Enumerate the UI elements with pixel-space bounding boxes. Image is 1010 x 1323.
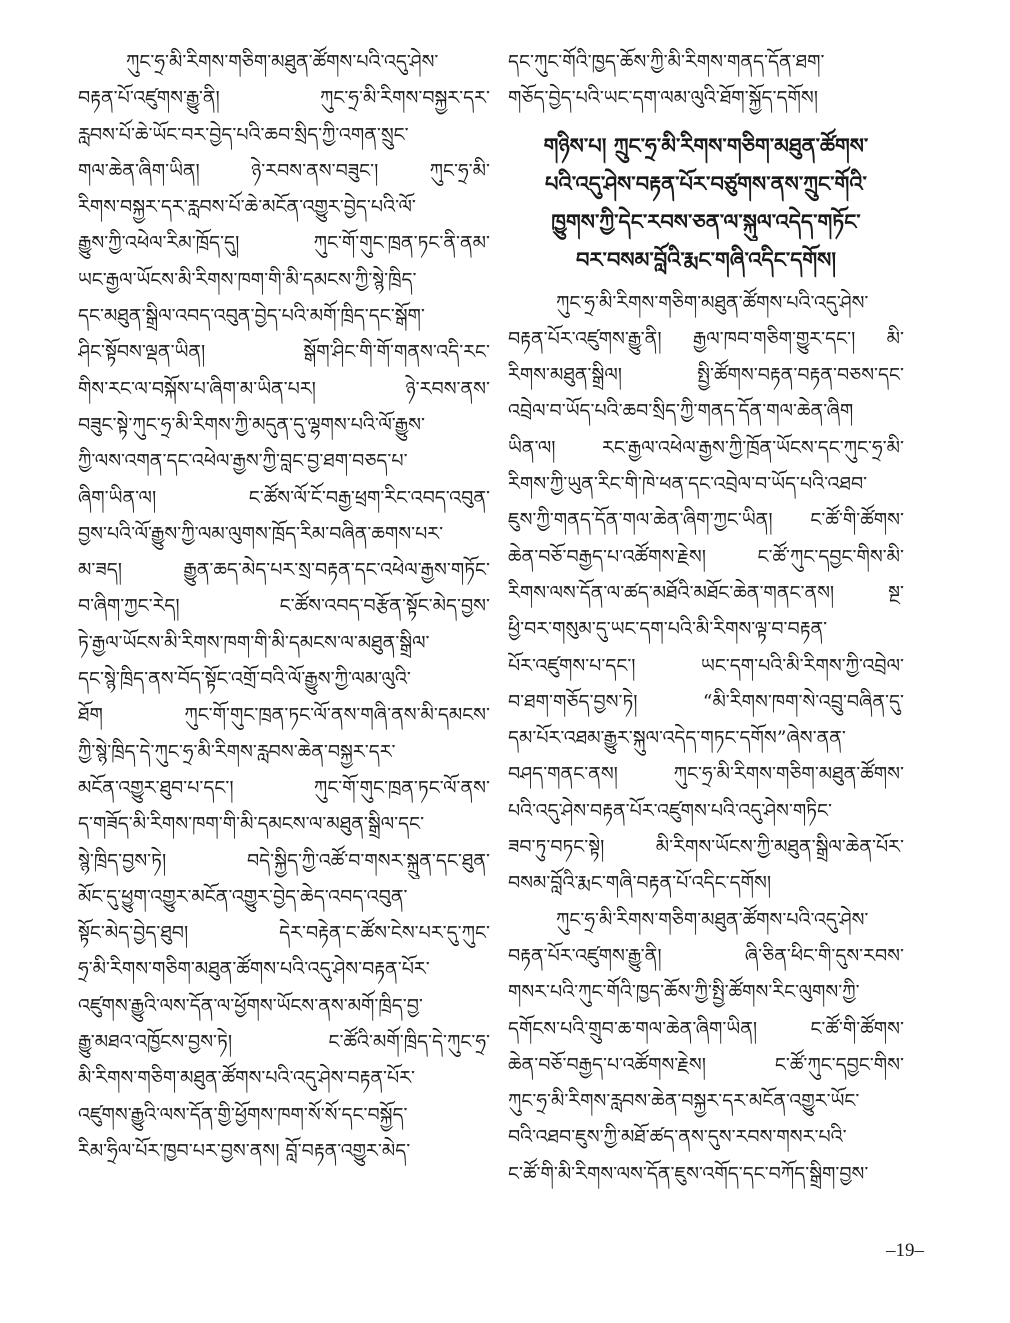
- text-line: ཀྱི་ལས་འགན་དང་འཕེལ་རྒྱས་ཀྱི་བླང་བྱ་ཐག་བཅད་པ་: [78, 450, 408, 473]
- text-line: གིས་རང་ལ་བསྐོས་པ་ཞིག་མ་ཡིན་པར། ཉེ་རབས་ནས་: [78, 377, 490, 400]
- text-line: བཟུང་སྟེ་ཀུང་ཧྲ་མི་རིགས་ཀྱི་མདུན་དུ་ལྷགས་པའི་ལོ་རྒྱུས་: [78, 413, 425, 436]
- text-line: མ་ཟད། རྒྱུན་ཆད་མེད་པར་སྲ་བརྟན་དང་འཕེལ་རྒྱས་གཏོང་: [78, 559, 490, 582]
- text-line: པའི་འདུ་ཤེས་བརྟན་པོར་བཙུགས་ནས་ཀྲུང་གོའི་: [545, 170, 867, 196]
- text-line: ད་གཟོད་མི་རིགས་ཁག་གི་མི་དམངས་ལ་མཐུན་སྒྲིལ་དང་: [78, 813, 425, 836]
- text-line: ཟབ་ཏུ་བཏང་སྟེ། མི་རིགས་ཡོངས་ཀྱི་མཐུན་སྒྲིལ་ཆེན་པོར་: [508, 836, 904, 859]
- text-line: པོར་འཛུགས་པ་དང་། ཡང་དག་པའི་མི་རིགས་ཀྱི་འབྲེལ་: [508, 654, 904, 677]
- text-line: ཞིག་ཡིན་ལ། ང་ཚོས་ལོ་ངོ་བརྒྱ་ཕྲག་རིང་འབད་འབུན་: [78, 486, 490, 509]
- left-column: [78, 44, 490, 1169]
- text-line: དམ་པོར་འཐམ་རྒྱུར་སྐུལ་འདེད་གཏང་དགོས”ཞེས་ནན་: [508, 727, 846, 750]
- text-line: ཤིང་སྟོབས་ལྡན་ཡིན། སྒོག་ཤིང་གི་གོ་གནས་འདི་རང་: [78, 341, 490, 364]
- text-line: བརྟན་པོར་འཛུགས་རྒྱུ་ནི། རྒྱལ་ཁབ་གཅིག་གྱུར་དང་། མི་: [508, 327, 904, 350]
- text-line: མོང་དུ་ཕྱུག་འགྱུར་མངོན་འགྱུར་བྱེད་ཆེད་འབད་འབུན་: [78, 885, 408, 908]
- text-line: ཀུང་ཧྲ་མི་རིགས་གཅིག་མཐུན་ཚོགས་པའི་འདུ་ཤེས་: [126, 51, 439, 73]
- text-line: བཤད་གནང་ནས། ཀུང་ཧྲ་མི་རིགས་གཅིག་མཐུན་ཚོགས་: [508, 763, 904, 786]
- text-line: བརྟན་པོ་འཛུགས་རྒྱུ་ནི། ཀུང་ཧྲ་མི་རིགས་བསྐྱར་དར་: [78, 87, 490, 110]
- text-line: བརྟན་པོར་འཛུགས་རྒྱུ་ནི། ཞི་ཅིན་ཕིང་གི་དུས་རབས་: [508, 944, 904, 967]
- text-line: བ་ཐག་གཅོད་བྱས་ཏེ། “མི་རིགས་ཁག་སེ་འབྲུ་བཞིན་དུ་: [508, 690, 904, 713]
- text-line: རིགས་ཀྱི་ཡུན་རིང་གི་ཁེ་ཕན་དང་འབྲེལ་བ་ཡོད་པའི་འཐབ་: [508, 473, 868, 496]
- text-line: ཏེ་རྒྱལ་ཡོངས་མི་རིགས་ཁག་གི་མི་དམངས་ལ་མཐུན་སྒྲིལ་: [78, 631, 430, 654]
- text-line: ང་ཚོ་གི་མི་རིགས་ལས་དོན་ཇུས་འགོད་དང་བཀོད་སྒྲིག་བྱས་: [508, 1162, 869, 1185]
- text-line: སྙེ་ཁྲིད་བྱས་ཏེ། བདེ་སྐྱིད་ཀྱི་འཚོ་བ་གསར་སྐྲུན་དང་ཐུན་: [78, 849, 490, 872]
- text-line: ཐོག ཀུང་གོ་གུང་ཁྲན་ཏང་ལོ་ནས་གཞི་ནས་མི་དམངས་: [78, 704, 490, 727]
- paragraph: [78, 44, 490, 1169]
- text-line: མངོན་འགྱུར་ཐུབ་པ་དང་། ཀུང་གོ་གུང་ཁྲན་ཏང་ལོ་ནས་: [78, 776, 490, 799]
- text-line: བར་བསམ་བློའི་རྨང་གཞི་འདིང་དགོས།: [575, 246, 837, 272]
- text-line: ཡིན་ལ། རང་རྒྱལ་འཕེལ་རྒྱས་ཀྱི་ཁྲོན་ཡོངས་དང་ཀུང་ཧྲ་མི་: [508, 436, 904, 459]
- text-line: ཀུང་ཧྲ་མི་རིགས་གཅིག་མཐུན་ཚོགས་པའི་འདུ་ཤེས་: [556, 291, 869, 314]
- text-line: བའི་འཐབ་ཇུས་ཀྱི་མཐོ་ཚད་ནས་དུས་རབས་གསར་པའི་: [508, 1126, 847, 1149]
- paragraph: [508, 285, 904, 902]
- text-line: གཉིས་པ། ཀྲུང་ཧྲ་མི་རིགས་གཅིག་མཐུན་ཚོགས་: [543, 132, 869, 158]
- text-line: བྱས་པའི་ལོ་རྒྱུས་ཀྱི་ལམ་ལུགས་ཁྲོད་རིམ་བཞིན་ཆགས་པར་: [78, 522, 444, 545]
- text-line: དགོངས་པའི་གྲུབ་ཆ་གལ་ཆེན་ཞིག་ཡིན། ང་ཚོ་གི་ཚོགས་: [508, 1017, 904, 1040]
- text-line: གཅོད་བྱེད་པའི་ཡང་དག་ལམ་ལུའི་ཐོག་སྐྱོད་དགོས།: [508, 87, 818, 110]
- text-line: འབྲེལ་བ་ཡོད་པའི་ཆབ་སྲིད་ཀྱི་གནད་དོན་གལ་ཆེན་ཞིག: [508, 400, 854, 423]
- section-heading: [508, 127, 904, 279]
- text-line: ཀུང་ཧྲ་མི་རིགས་གཅིག་མཐུན་ཚོགས་པའི་འདུ་ཤེས་: [556, 908, 869, 931]
- text-line: རྒྱུས་ཀྱི་འཕེལ་རིམ་ཁྲོད་དུ། ཀུང་གོ་གུང་ཁྲན་ཏང་ནི་ནམ་: [78, 232, 490, 255]
- text-line: ཀྱི་སྙེ་ཁྲིད་དེ་ཀུང་ཧྲ་མི་རིགས་རླབས་ཆེན་བསྐྱར་དར་: [78, 740, 396, 763]
- text-line: རིགས་བསྐྱར་དར་རླབས་པོ་ཆེ་མངོན་འགྱུར་བྱེད་པའི་ལོ་: [78, 196, 416, 219]
- page-number: –19–: [886, 1240, 924, 1261]
- text-line: ཆེན་བཅོ་བརྒྱད་པ་འཚོགས་རྗེས། ང་ཚོ་ཀུང་དབྱང་གིས་: [508, 1053, 904, 1076]
- text-line: ཧྲ་མི་རིགས་གཅིག་མཐུན་ཚོགས་པའི་འདུ་ཤེས་བརྟན་པོར་: [78, 958, 430, 981]
- text-line: གསར་པའི་ཀུང་གོའི་ཁྱད་ཆོས་ཀྱི་སྤྱི་ཚོགས་རིང་ལུགས་ཀྱི་: [508, 981, 860, 1004]
- text-line: རིགས་མཐུན་སྒྲིལ། སྤྱི་ཚོགས་བརྟན་བརྟན་བཅས་དང་: [508, 364, 904, 387]
- text-line: ཆེན་བཅོ་བརྒྱད་པ་འཚོགས་རྗེས། ང་ཚོ་ཀུང་དབྱང་གིས་མི་: [508, 545, 904, 568]
- text-line: དང་ཀུང་གོའི་ཁྱད་ཆོས་ཀྱི་མི་རིགས་གནད་དོན་ཐག་: [508, 51, 825, 73]
- text-line: བསམ་བློའི་རྨང་གཞི་བརྟན་པོ་འདིང་དགོས།: [508, 872, 772, 895]
- text-line: རིགས་ལས་དོན་ལ་ཚད་མཐོའི་མཐོང་ཆེན་གནང་ནས། སྔ་: [508, 581, 904, 604]
- text-line: རིམ་ཧྲིལ་པོར་ཁྱབ་པར་བྱས་ནས། བློ་བརྟན་འགྱུར་མེད་: [78, 1139, 411, 1162]
- text-line: པའི་འདུ་ཤེས་བརྟན་པོར་འཛུགས་པའི་འདུ་ཤེས་གཏིང་: [508, 799, 832, 822]
- right-column: [508, 44, 904, 1192]
- text-line: བ་ཞིག་ཀྱང་རེད། ང་ཚོས་འབད་བརྩོན་སྟོང་མེད་བྱས་: [78, 595, 490, 618]
- paragraph: [508, 44, 904, 117]
- text-line: འཛུགས་རྒྱུའི་ལས་དོན་གྱི་ཕྱོགས་ཁག་སོ་སོ་དང་བསྐྱོད་: [78, 1103, 408, 1126]
- text-line: ཇུས་ཀྱི་གནད་དོན་གལ་ཆེན་ཞིག་ཀྱང་ཡིན། ང་ཚོ་གི་ཚོགས་: [508, 509, 904, 532]
- text-line: འཛུགས་རྒྱུའི་ལས་དོན་ལ་ཕྱོགས་ཡོངས་ནས་མགོ་ཁྲིད་བྱ་: [78, 994, 423, 1017]
- text-line: སྟོང་མེད་བྱེད་ཐུབ། དེར་བརྟེན་ང་ཚོས་ངེས་པར་དུ་ཀུང་: [78, 922, 490, 945]
- text-line: རྒྱུ་མཐའ་འཁྱོངས་བྱས་ཏེ། ང་ཚོའི་མགོ་ཁྲིད་དེ་ཀུང་ཧྲ་: [78, 1031, 490, 1054]
- paragraph: [508, 902, 904, 1192]
- text-line: གལ་ཆེན་ཞིག་ཡིན། ཉེ་རབས་ནས་བཟུང་། ཀུང་ཧྲ་མི་: [78, 159, 490, 182]
- text-line: ཕྱི་བར་གསུམ་དུ་ཡང་དག་པའི་མི་རིགས་ལྟ་བ་བརྟན་: [508, 618, 828, 641]
- text-line: དང་སྙེ་ཁྲིད་ནས་བོད་སྟོང་འགྲོ་བའི་ལོ་རྒྱུས་ཀྱི་ལམ་ལུའི་: [78, 668, 411, 691]
- text-line: དང་མཐུན་སྒྲིལ་འབད་འབུན་བྱེད་པའི་མགོ་ཁྲིད་དང་སྒོག་: [78, 305, 425, 328]
- text-line: ཁྱུགས་ཀྱི་དེང་རབས་ཅན་ལ་སྐུལ་འདེད་གཏོང་: [551, 208, 861, 234]
- text-line: ཀུང་ཧྲ་མི་རིགས་རླབས་ཆེན་བསྐྱར་དར་མངོན་འགྱུར་ཡོང་: [508, 1090, 860, 1113]
- text-line: རླབས་པོ་ཆེ་ཡོང་བར་བྱེད་པའི་ཆབ་སྲིད་ཀྱི་འགན་སྲུང་: [78, 123, 409, 146]
- text-line: མི་རིགས་གཅིག་མཐུན་ཚོགས་པའི་འདུ་ཤེས་བརྟན་པོར་: [78, 1067, 416, 1090]
- text-line: ཡང་རྒྱལ་ཡོངས་མི་རིགས་ཁག་གི་མི་དམངས་ཀྱི་སྙེ་ཁྲིད་: [78, 268, 417, 291]
